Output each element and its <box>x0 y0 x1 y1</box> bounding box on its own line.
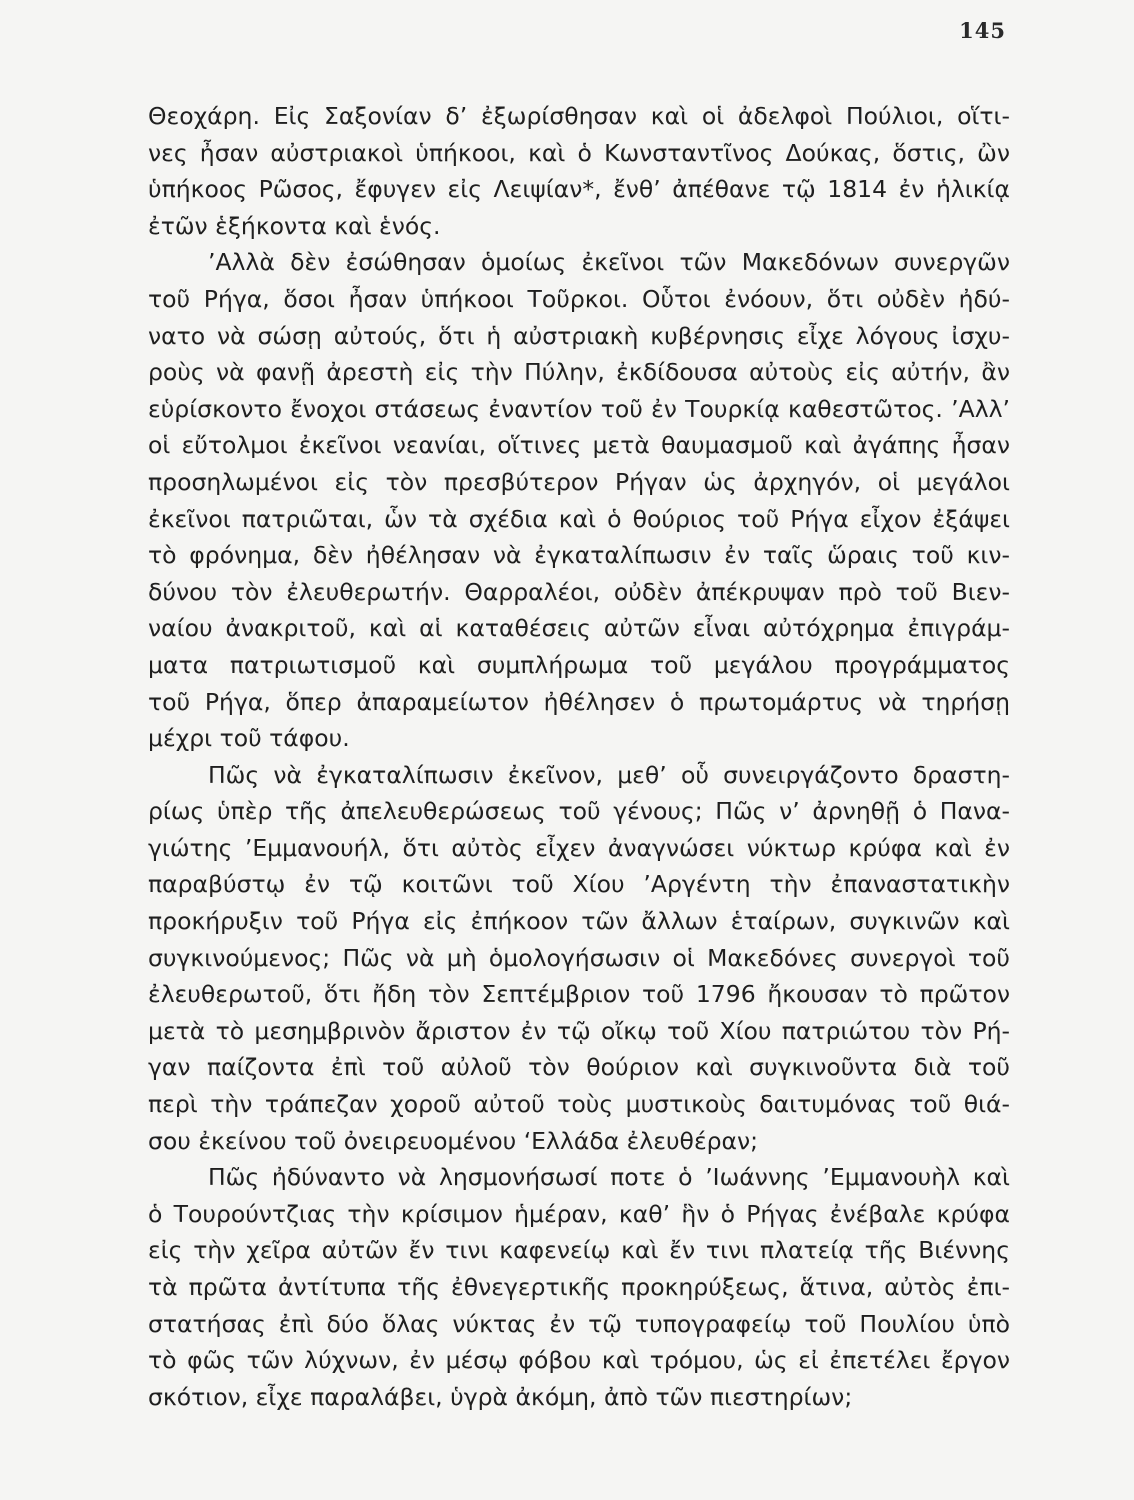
text-line: τοῦ Ρήγα, ὅπερ ἀπαραμείωτον ἠθέλησεν ὁ πρωτομάρτυς νὰ τηρήσῃ <box>148 687 1010 716</box>
text-line: τοῦ Ρήγα, ὅσοι ἦσαν ὑπήκοοι Τοῦρκοι. Οὗτοι ἐνόουν, ὅτι οὐδὲν ἠδύ- <box>148 284 1010 313</box>
text-line: ὁ Τουρούντζιας τὴν κρίσιμον ἡμέραν, καθ’ ἣν ὁ Ρήγας ἐνέβαλε κρύφα <box>148 1199 1010 1228</box>
text-line: Πῶς νὰ ἐγκαταλίπωσιν ἐκεῖνον, μεθ’ οὗ συνειργάζοντο δραστη- <box>208 760 1010 789</box>
text-line: στατήσας ἐπὶ δύο ὅλας νύκτας ἐν τῷ τυπογραφείῳ τοῦ Πουλίου ὑπὸ <box>148 1309 1010 1338</box>
text-line: ρίως ὑπὲρ τῆς ἀπελευθερώσεως τοῦ γένους; Πῶς ν’ ἀρνηθῇ ὁ Πανα- <box>148 797 1010 826</box>
page-number: 145 <box>959 18 1006 43</box>
text-line: σκότιον, εἶχε παραλάβει, ὑγρὰ ἀκόμη, ἀπὸ τῶν πιεστηρίων; <box>148 1382 853 1411</box>
text-line: ἐκεῖνοι πατριῶται, ὧν τὰ σχέδια καὶ ὁ θούριος τοῦ Ρήγα εἶχον ἐξάψει <box>148 504 1010 533</box>
text-line: ματα πατριωτισμοῦ καὶ συμπλήρωμα τοῦ μεγάλου προγράμματος <box>148 650 1010 679</box>
text-line: σου ἐκείνου τοῦ ὀνειρευομένου ‘Ελλάδα ἐλευθέραν; <box>148 1126 759 1155</box>
text-line: ἐλευθερωτοῦ, ὅτι ἤδη τὸν Σεπτέμβριον τοῦ 1796 ἤκουσαν τὸ πρῶτον <box>148 980 1010 1009</box>
text-line: εὑρίσκοντο ἔνοχοι στάσεως ἐναντίον τοῦ ἐν Τουρκίᾳ καθεστῶτος. ’Αλλ’ <box>148 394 1010 423</box>
text-line: τὸ φῶς τῶν λύχνων, ἐν μέσῳ φόβου καὶ τρόμου, ὡς εἰ ἐπετέλει ἔργον <box>148 1346 1010 1375</box>
text-line: παραβύστῳ ἐν τῷ κοιτῶνι τοῦ Χίου ’Αργέντη τὴν ἐπαναστατικὴν <box>148 870 1010 899</box>
text-line: μέχρι τοῦ τάφου. <box>148 724 350 753</box>
text-line: νες ἦσαν αὐστριακοὶ ὑπήκοοι, καὶ ὁ Κωνσταντῖνος Δούκας, ὅστις, ὢν <box>148 138 1010 167</box>
text-line: ναίου ἀνακριτοῦ, καὶ αἱ καταθέσεις αὐτῶν εἶναι αὐτόχρημα ἐπιγράμ- <box>148 614 1010 643</box>
text-line: οἱ εὔτολμοι ἐκεῖνοι νεανίαι, οἵτινες μετὰ θαυμασμοῦ καὶ ἀγάπης ἦσαν <box>148 431 1010 460</box>
text-line: εἰς τὴν χεῖρα αὐτῶν ἔν τινι καφενείῳ καὶ ἔν τινι πλατείᾳ τῆς Βιέννης <box>148 1236 1010 1265</box>
paragraph <box>148 98 1010 244</box>
text-line: ’Αλλὰ δὲν ἐσώθησαν ὁμοίως ἐκεῖνοι τῶν Μακεδόνων συνεργῶν <box>208 248 1010 277</box>
paragraph <box>148 757 1010 1160</box>
text-line: συγκινούμενος; Πῶς νὰ μὴ ὁμολογήσωσιν οἱ Μακεδόνες συνεργοὶ τοῦ <box>148 943 1010 972</box>
text-line: ροὺς νὰ φανῇ ἀρεστὴ εἰς τὴν Πύλην, ἐκδίδουσα αὐτοὺς εἰς αὐτήν, ἂν <box>148 358 1010 387</box>
paragraph <box>148 244 1010 756</box>
text-line: Θεοχάρη. Εἰς Σαξονίαν δ’ ἐξωρίσθησαν καὶ οἱ ἀδελφοὶ Πούλιοι, οἵτι- <box>148 102 1010 130</box>
text-line: μετὰ τὸ μεσημβρινὸν ἄριστον ἐν τῷ οἴκῳ τοῦ Χίου πατριώτου τὸν Ρή- <box>148 1016 1010 1045</box>
text-line: προκήρυξιν τοῦ Ρήγα εἰς ἐπήκοον τῶν ἄλλων ἑταίρων, συγκινῶν καὶ <box>148 907 1010 936</box>
text-line: προσηλωμένοι εἰς τὸν πρεσβύτερον Ρήγαν ὡς ἀρχηγόν, οἱ μεγάλοι <box>148 467 1010 496</box>
text-line: ἐτῶν ἑξήκοντα καὶ ἑνός. <box>148 211 441 240</box>
text-line: ὑπήκοος Ρῶσος, ἔφυγεν εἰς Λειψίαν*, ἔνθ’ ἀπέθανε τῷ 1814 ἐν ἡλικίᾳ <box>148 175 1010 204</box>
text-line: τὸ φρόνημα, δὲν ἠθέλησαν νὰ ἐγκαταλίπωσιν ἐν ταῖς ὥραις τοῦ κιν- <box>148 541 1010 570</box>
paragraph <box>148 1159 1010 1415</box>
text-line: περὶ τὴν τράπεζαν χοροῦ αὐτοῦ τοὺς μυστικοὺς δαιτυμόνας τοῦ θιά- <box>148 1090 1010 1119</box>
text-line: γιώτης ’Εμμανουήλ, ὅτι αὐτὸς εἶχεν ἀναγνώσει νύκτωρ κρύφα καὶ ἐν <box>148 833 1010 862</box>
text-line: Πῶς ἠδύναντο νὰ λησμονήσωσί ποτε ὁ ’Ιωάννης ’Εμμανουὴλ καὶ <box>208 1163 1010 1192</box>
text-line: τὰ πρῶτα ἀντίτυπα τῆς ἐθνεγερτικῆς προκηρύξεως, ἅτινα, αὐτὸς ἐπι- <box>148 1273 1010 1301</box>
text-line: γαν παίζοντα ἐπὶ τοῦ αὐλοῦ τὸν θούριον καὶ συγκινοῦντα διὰ τοῦ <box>148 1053 1010 1082</box>
text-line: δύνου τὸν ἐλευθερωτήν. Θαρραλέοι, οὐδὲν ἀπέκρυψαν πρὸ τοῦ Βιεν- <box>148 577 1010 606</box>
text-line: νατο νὰ σώσῃ αὐτούς, ὅτι ἡ αὐστριακὴ κυβέρνησις εἶχε λόγους ἰσχυ- <box>148 321 1010 350</box>
body-text <box>148 98 1010 1415</box>
